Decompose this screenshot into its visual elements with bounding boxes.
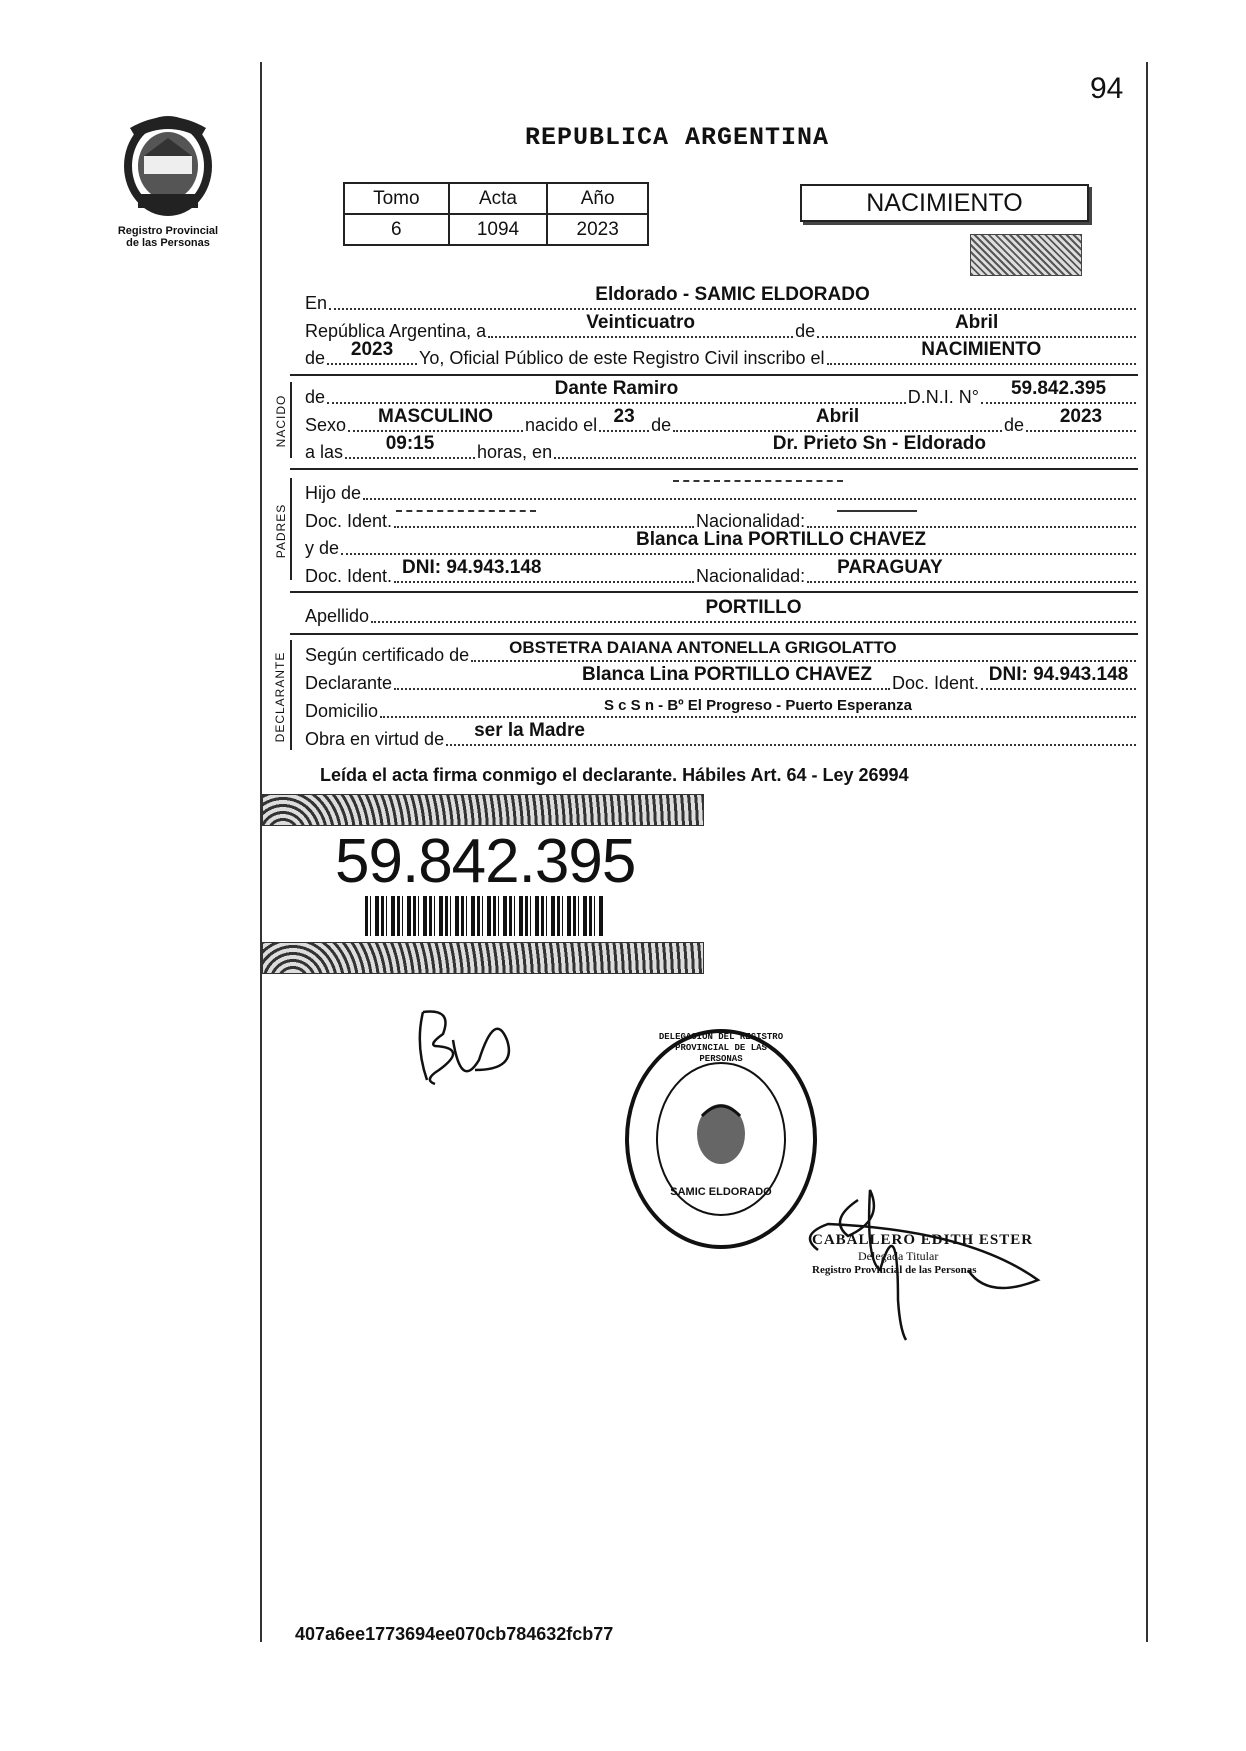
label-dni: D.N.I. N° — [907, 387, 979, 407]
row-mother-name — [305, 529, 1138, 559]
dotted-leader — [363, 492, 1136, 500]
dotted-leader — [329, 284, 1136, 310]
record-value-anio: 2023 — [547, 214, 648, 245]
strike-mark — [673, 480, 843, 482]
dotted-leader — [554, 433, 1136, 459]
label-doc-ident: Doc. Ident. — [305, 511, 393, 531]
record-value-acta: 1094 — [449, 214, 548, 245]
mother-name-value: Blanca Lina PORTILLO CHAVEZ — [636, 529, 926, 550]
dotted-leader — [348, 406, 523, 432]
padres-section-label: PADRES — [274, 503, 288, 559]
label-hijo-de: Hijo de — [305, 483, 362, 503]
logo-caption-1: Registro Provincial — [117, 225, 219, 237]
declarant-signature — [405, 1000, 525, 1095]
declarante-bracket — [290, 640, 292, 750]
row-nacido-time — [305, 433, 1138, 463]
birth-address-value: Dr. Prieto Sn - Eldorado — [772, 433, 986, 454]
label-de: de — [795, 321, 816, 341]
dotted-leader — [673, 406, 1002, 432]
padres-bracket — [290, 478, 292, 580]
row-nacido-name — [305, 378, 1138, 408]
dotted-leader — [380, 697, 1136, 718]
dotted-leader — [807, 557, 1136, 583]
row-domicilio — [305, 696, 1138, 722]
right-margin-line — [1146, 62, 1148, 1642]
record-header-anio: Año — [547, 183, 648, 214]
label-sexo: Sexo — [305, 415, 347, 435]
child-dni-value: 59.842.395 — [1010, 378, 1107, 399]
record-value-tomo: 6 — [344, 214, 449, 245]
section-divider — [290, 468, 1138, 470]
year-value: 2023 — [350, 339, 394, 360]
reason-value: ser la Madre — [474, 720, 585, 741]
dotted-leader — [327, 378, 906, 404]
registry-logo — [108, 108, 228, 249]
declarant-address-value: S c S n - Bº El Progreso - Puerto Esperanza — [603, 697, 913, 714]
label-doc-ident-3: Doc. Ident. — [891, 673, 979, 693]
dotted-leader — [488, 312, 793, 338]
dotted-leader — [827, 339, 1136, 365]
dotted-leader — [345, 433, 475, 459]
dotted-leader — [471, 638, 1136, 662]
declarante-section-label: DECLARANTE — [273, 651, 287, 743]
label-de-year: de — [305, 348, 326, 368]
apellido-value: PORTILLO — [705, 597, 802, 618]
certificate-by-value: OBSTETRA DAIANA ANTONELLA GRIGOLATTO — [509, 638, 897, 657]
month-value: Abril — [954, 312, 999, 333]
section-divider — [290, 591, 1138, 593]
security-band-bottom — [262, 942, 704, 974]
dni-big-number: 59.842.395 — [335, 827, 636, 896]
dotted-leader — [599, 406, 649, 432]
label-apellido: Apellido — [305, 606, 370, 626]
birth-time-value: 09:15 — [385, 433, 435, 454]
label-de-month: de — [651, 415, 672, 435]
country-title: REPUBLICA ARGENTINA — [525, 123, 830, 152]
logo-caption-2: de las Personas — [126, 237, 210, 249]
day-words-value: Veinticuatro — [586, 312, 695, 333]
section-divider — [290, 633, 1138, 635]
birth-year-value: 2023 — [1059, 406, 1103, 427]
row-apellido — [305, 597, 1138, 627]
document-type-box: NACIMIENTO — [800, 184, 1089, 222]
strike-mark — [837, 510, 917, 512]
dotted-leader — [807, 520, 1136, 528]
closing-note: Leída el acta firma conmigo el declarante. Hábiles Art. 64 - Ley 26994 — [320, 765, 909, 785]
official-name: CABALLERO EDITH ESTER — [812, 1232, 1034, 1248]
dotted-leader — [981, 378, 1136, 404]
label-certificado: Según certificado de — [305, 645, 470, 665]
security-band-top — [262, 794, 704, 826]
label-obra: Obra en virtud de — [305, 729, 445, 749]
record-table — [343, 182, 649, 246]
stamp-inner-text: SAMIC ELDORADO — [670, 1186, 772, 1198]
label-de-name: de — [305, 387, 326, 407]
dotted-leader — [394, 664, 890, 690]
dotted-leader — [817, 312, 1136, 338]
mother-doc-value: DNI: 94.943.148 — [402, 557, 542, 578]
nacido-section-label: NACIDO — [274, 394, 288, 448]
official-signature-block — [812, 1232, 1062, 1276]
row-hijo-de — [305, 478, 1138, 504]
dotted-leader — [446, 720, 1136, 746]
label-horas-en: horas, en — [477, 442, 553, 462]
sex-value: MASCULINO — [378, 406, 494, 427]
label-doc-ident-2: Doc. Ident. — [305, 566, 393, 586]
label-y-de: y de — [305, 538, 340, 558]
label-de-year-2: de — [1003, 415, 1024, 435]
barcode — [365, 896, 603, 936]
row-obra — [305, 720, 1138, 750]
label-domicilio: Domicilio — [305, 701, 379, 721]
left-margin-line — [260, 62, 262, 1642]
mother-nationality-value: PARAGUAY — [837, 557, 943, 578]
row-mother-doc — [305, 557, 1138, 587]
row-statement — [305, 339, 1138, 369]
record-header-acta: Acta — [449, 183, 548, 214]
record-header-tomo: Tomo — [344, 183, 449, 214]
birth-day-value: 23 — [613, 406, 635, 427]
label-declarante: Declarante — [305, 673, 393, 693]
row-certificado — [305, 640, 1138, 666]
dotted-leader — [394, 557, 694, 583]
page-number: 94 — [1090, 72, 1124, 105]
child-name-value: Dante Ramiro — [554, 378, 679, 399]
label-a-las: a las — [305, 442, 344, 462]
dotted-leader — [371, 597, 1136, 623]
label-en: En — [305, 293, 328, 313]
label-nacido-el: nacido el — [525, 415, 598, 435]
row-declarante — [305, 664, 1138, 694]
official-office: Registro Provincial de las Personas — [812, 1264, 977, 1276]
security-patch — [970, 234, 1082, 276]
stamp-ring-text: DELEGACION DEL REGISTRO PROVINCIAL DE LAS PERSONAS — [658, 1032, 784, 1064]
footer-hash: 407a6ee1773694ee070cb784632fcb77 — [295, 1624, 614, 1644]
nacido-bracket — [290, 382, 292, 458]
place-value: Eldorado - SAMIC ELDORADO — [595, 284, 870, 305]
dotted-leader — [341, 529, 1136, 555]
dotted-leader — [327, 339, 417, 365]
declarant-doc-value: DNI: 94.943.148 — [988, 664, 1129, 685]
declarant-name-value: Blanca Lina PORTILLO CHAVEZ — [581, 664, 872, 685]
provincia-misiones-seal-icon — [108, 108, 228, 220]
label-nacionalidad: Nacionalidad: — [696, 511, 806, 531]
section-divider — [290, 374, 1138, 376]
label-republica: República Argentina, a — [305, 321, 487, 341]
official-title: Delegada Titular — [858, 1249, 939, 1263]
row-en — [305, 284, 1138, 314]
statement-text: Yo, Oficial Público de este Registro Civil inscribo el — [419, 348, 825, 368]
dotted-leader — [394, 520, 694, 528]
label-nacionalidad-2: Nacionalidad: — [696, 566, 806, 586]
record-kind-value: NACIMIENTO — [921, 339, 1042, 360]
dotted-leader — [981, 664, 1136, 690]
dotted-leader — [1026, 406, 1136, 432]
birth-month-value: Abril — [815, 406, 860, 427]
strike-mark — [396, 510, 536, 512]
